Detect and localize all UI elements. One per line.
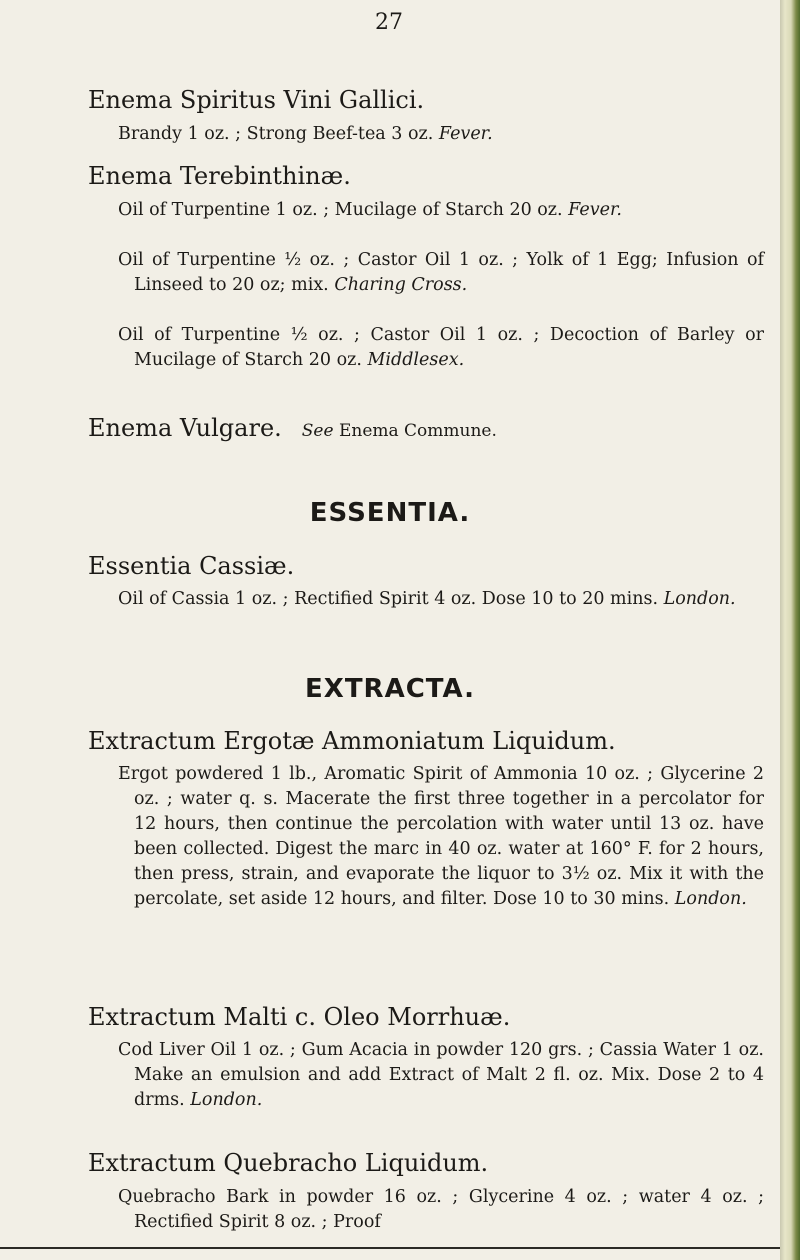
entry-title-enema-spiritus-vini: Enema Spiritus Vini Gallici. — [88, 86, 425, 114]
entry-title-enema-terebinthinae: Enema Terebinthinæ. — [88, 162, 351, 190]
entry-body-extractum-malti: Cod Liver Oil 1 oz. ; Gum Acacia in powder 120 grs. ; Cassia Water 1 oz. Make an emulsion and add Extract of Malt 2 fl. oz. Mix. Dose 2 to 4 drms. London. — [118, 1040, 764, 1110]
entry-body-terebinthinae-fever: Oil of Turpentine 1 oz. ; Mucilage of Starch 20 oz. Fever. — [118, 200, 622, 220]
page-bottom-rule — [0, 1247, 780, 1249]
entry-enema-vulgare — [88, 414, 748, 443]
entry-body-essentia-cassiae: Oil of Cassia 1 oz. ; Rectified Spirit 4 oz. Dose 10 to 20 mins. London. — [118, 589, 736, 609]
entry-body-terebinthinae-charing-cross: Oil of Turpentine ½ oz. ; Castor Oil 1 oz. ; Yolk of 1 Egg; Infusion of Linseed to 20 oz; mix. Charing Cross. — [118, 250, 764, 295]
cross-reference: See Enema Commune. — [301, 421, 497, 441]
entry-body-extractum-ergotae: Ergot powdered 1 lb., Aromatic Spirit of Ammonia 10 oz. ; Glycerine 2 oz. ; water q. s. Macerate the first three together in a percolator for 12 hours, then continue the percolation with water until 13 oz. have been collected. Digest the marc in 40 oz. water at 160° F. for 2 hours, then press, strain, and evaporate the liquor to 3½ oz. Mix it with the percolate, set aside 12 hours, and filter. Dose 10 to 30 mins. London. — [118, 764, 764, 909]
section-heading-extracta: EXTRACTA. — [305, 674, 475, 704]
entry-title-extractum-ergotae: Extractum Ergotæ Ammoniatum Liquidum. — [88, 727, 616, 755]
entry-body-enema-spiritus-vini: Brandy 1 oz. ; Strong Beef-tea 3 oz. Fever. — [118, 124, 493, 144]
section-heading-essentia: ESSENTIA. — [309, 498, 471, 528]
entry-title-extractum-quebracho: Extractum Quebracho Liquidum. — [88, 1149, 489, 1177]
entry-title-enema-vulgare: Enema Vulgare. — [88, 414, 282, 442]
page-number: 27 — [375, 10, 403, 35]
entry-body-terebinthinae-middlesex: Oil of Turpentine ½ oz. ; Castor Oil 1 oz. ; Decoction of Barley or Mucilage of Starch 20 oz. Middlesex. — [118, 325, 764, 370]
entry-title-extractum-malti: Extractum Malti c. Oleo Morrhuæ. — [88, 1003, 511, 1031]
book-edge — [780, 0, 800, 1260]
entry-body-extractum-quebracho: Quebracho Bark in powder 16 oz. ; Glycerine 4 oz. ; water 4 oz. ; Rectified Spirit 8 oz. ; Proof — [118, 1187, 764, 1232]
entry-title-essentia-cassiae: Essentia Cassiæ. — [88, 552, 295, 580]
